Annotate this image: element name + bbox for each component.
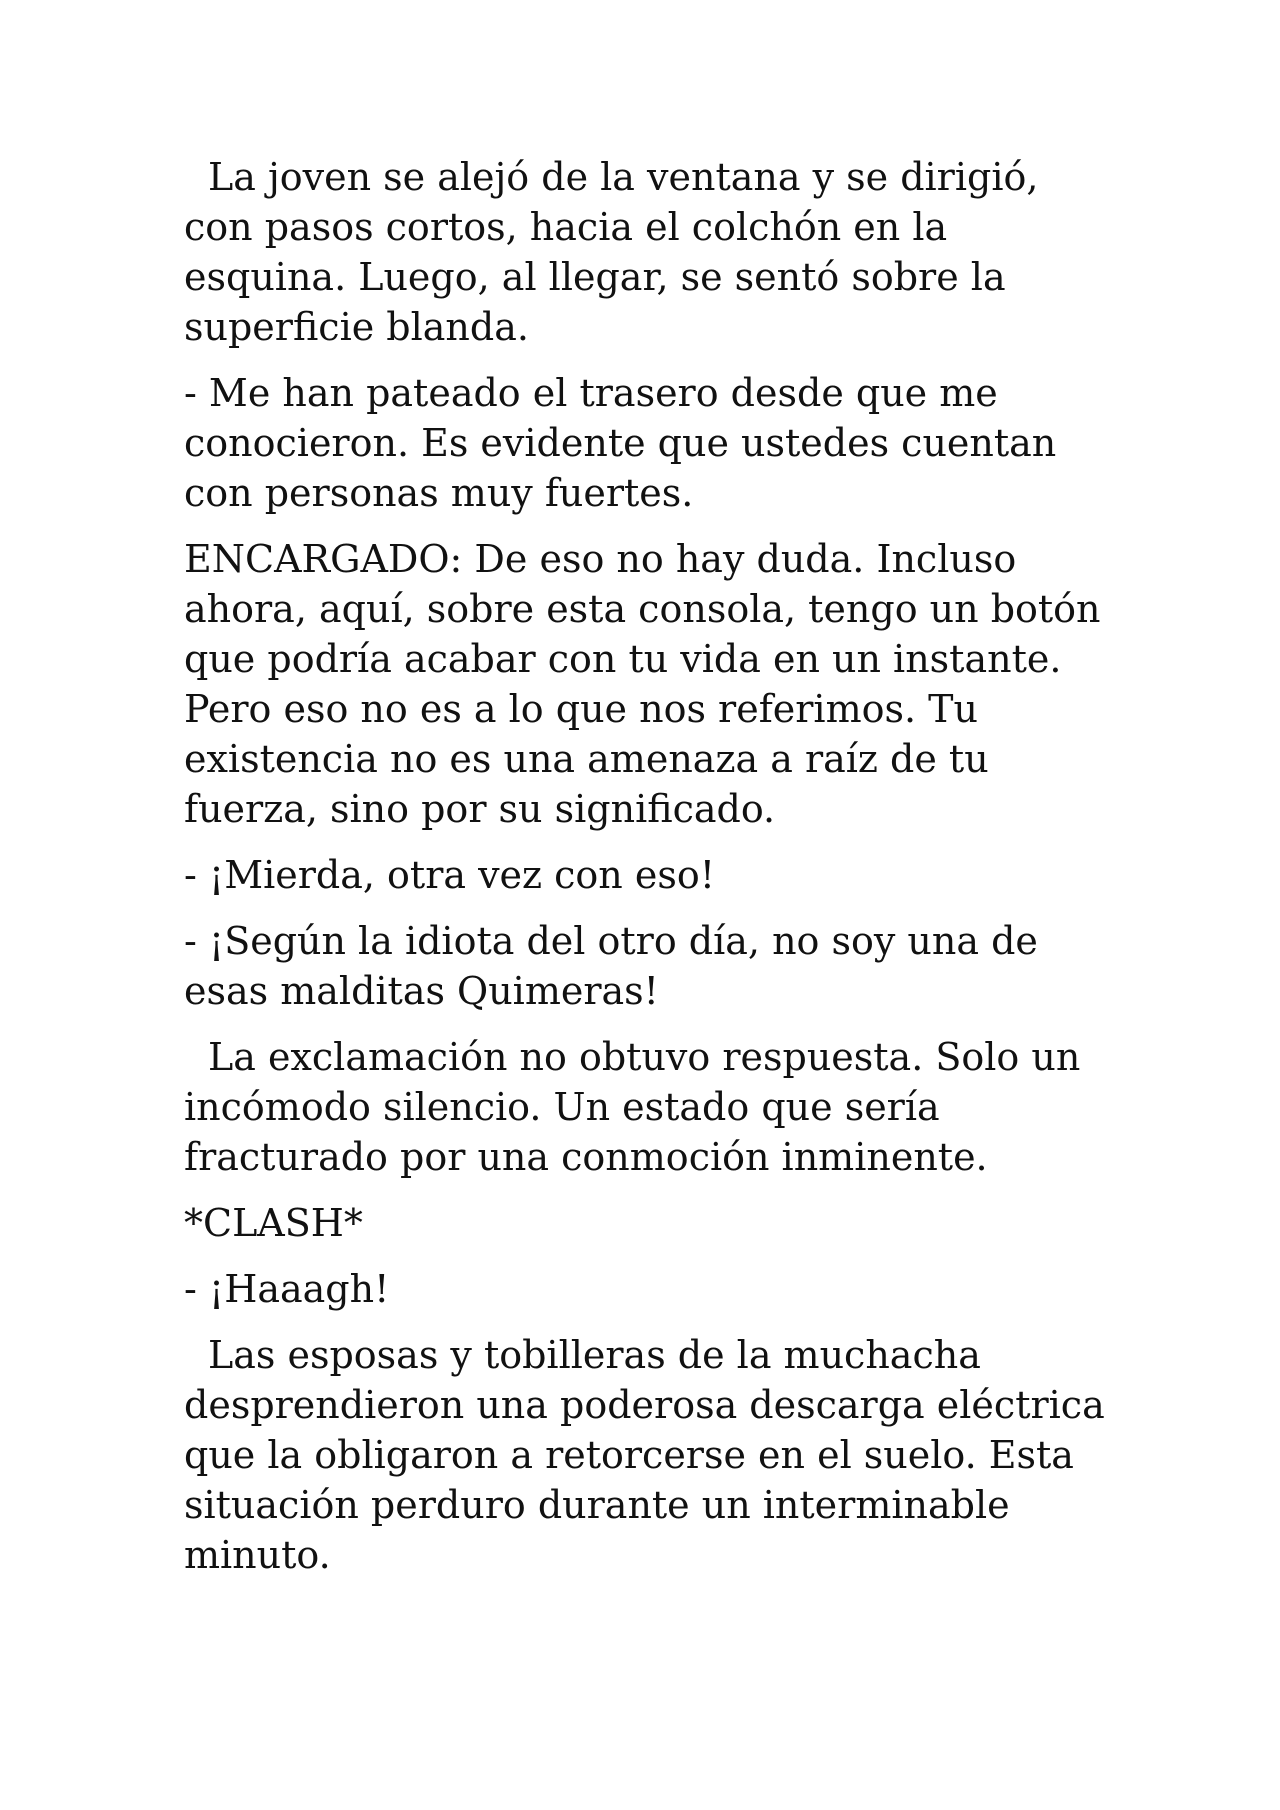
dialogue-line: - ¡Haaagh! (184, 1267, 390, 1311)
page-body (184, 152, 1114, 1596)
dialogue-line: - ¡Mierda, otra vez con eso! (184, 853, 715, 897)
dialogue-line: - ¡Según la idiota del otro día, no soy una de esas malditas Quimeras! (184, 919, 1038, 1013)
dialogue-line: ENCARGADO: De eso no hay duda. Incluso ahora, aquí, sobre esta consola, tengo un botón que podría acabar con tu vida en un instante. Pero eso no es a lo que nos referimos. Tu existencia no es una amenaza a raíz de tu fuerza, sino por su significado. (184, 537, 1101, 831)
narration-paragraph: La joven se alejó de la ventana y se dirigió, con pasos cortos, hacia el colchón en la esquina. Luego, al llegar, se sentó sobre la superficie blanda. (184, 155, 1039, 349)
sound-effect: *CLASH* (184, 1201, 363, 1245)
dialogue-line: - Me han pateado el trasero desde que me conocieron. Es evidente que ustedes cuentan con personas muy fuertes. (184, 371, 1057, 515)
narration-paragraph: Las esposas y tobilleras de la muchacha desprendieron una poderosa descarga eléctrica que la obligaron a retorcerse en el suelo. Esta situación perduro durante un interminable minuto. (184, 1333, 1105, 1577)
narration-paragraph: La exclamación no obtuvo respuesta. Solo un incómodo silencio. Un estado que sería fracturado por una conmoción inminente. (184, 1035, 1081, 1179)
